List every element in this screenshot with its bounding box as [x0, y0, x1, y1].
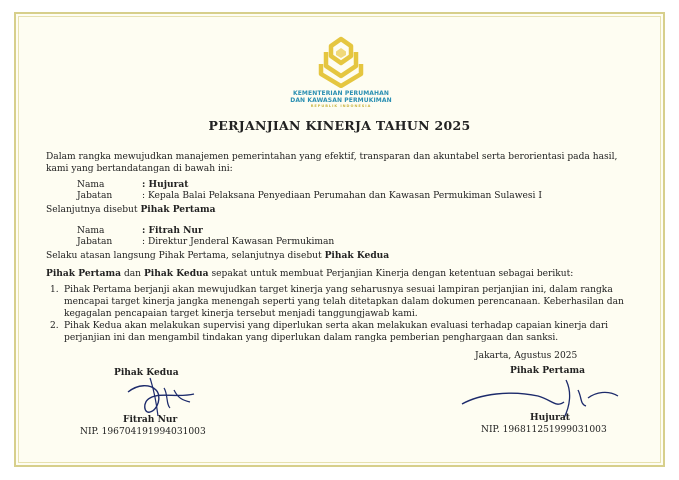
party1-referred-as: Pihak Pertama: [140, 204, 216, 215]
right-sign-name: Hujurat: [530, 412, 570, 423]
clause-1-line-2: mencapai target kinerja jangka menengah seperti yang telah ditetapkan dalam dokumen perencanaan. Keberhasilan dan: [64, 297, 624, 307]
right-sign-nip: NIP. 196811251999031003: [481, 425, 607, 435]
agreement-party-b: Pihak Kedua: [143, 268, 209, 279]
party2-position-label: Jabatan: [77, 237, 113, 247]
party2-name-label: Nama: [77, 226, 105, 236]
left-signature-icon: [120, 370, 200, 420]
intro-line-1: Dalam rangka mewujudkan manajemen pemerintahan yang efektif, transparan dan akuntabel serta berorientasi pada hasil,: [46, 152, 618, 162]
party1-referred: [46, 204, 215, 216]
party2-referred: [46, 250, 389, 262]
clause-1-line-1: Pihak Pertama berjanji akan mewujudkan target kinerja yang seharusnya sesuai lampiran perjanjian ini, dalam rangka: [64, 285, 613, 295]
place-date: Jakarta, Agustus 2025: [475, 351, 578, 361]
ministry-name-line2: DAN KAWASAN PERMUKIMAN: [290, 97, 392, 104]
agreement-party-a: Pihak Pertama: [46, 268, 122, 279]
left-sign-name: Fitrah Nur: [123, 414, 178, 425]
party2-position-value: : Direktur Jenderal Kawasan Permukiman: [142, 237, 335, 247]
party2-name-value: : Fitrah Nur: [142, 225, 203, 236]
party1-position-label: Jabatan: [77, 191, 113, 201]
clause-2-number: 2.: [50, 321, 59, 331]
ministry-name: [280, 90, 402, 109]
clause-1-line-3: kegagalan pencapaian target kinerja tersebut menjadi tanggungjawab kami.: [64, 309, 418, 319]
ministry-logo-icon: [318, 36, 364, 88]
ministry-tagline: REPUBLIK INDONESIA: [310, 104, 372, 108]
left-sign-nip: NIP. 196704191994031003: [80, 427, 206, 437]
agreement-statement: [46, 268, 573, 280]
party1-position-value: : Kepala Balai Pelaksana Penyediaan Perumahan dan Kawasan Permukiman Sulawesi I: [142, 191, 542, 201]
party2-referred-as: Pihak Kedua: [324, 250, 390, 261]
document-title: PERJANJIAN KINERJA TAHUN 2025: [208, 118, 471, 133]
agreement-conj: dan: [121, 269, 144, 279]
party1-name-label: Nama: [77, 180, 105, 190]
clause-2-line-1: Pihak Kedua akan melakukan supervisi yang diperlukan serta akan melakukan evaluasi terhadap capaian kinerja dari: [64, 321, 609, 331]
right-sign-role: Pihak Pertama: [510, 365, 586, 376]
ministry-name-line1: KEMENTERIAN PERUMAHAN: [292, 90, 390, 97]
party1-referred-prefix: Selanjutnya disebut: [46, 205, 141, 215]
party1-name-value: : Hujurat: [142, 179, 189, 190]
left-sign-role: Pihak Kedua: [114, 367, 179, 378]
intro-line-2: kami yang bertandatangan di bawah ini:: [46, 164, 233, 174]
party2-referred-prefix: Selaku atasan langsung Pihak Pertama, selanjutnya disebut: [46, 251, 325, 261]
clause-2-line-2: perjanjian ini dan mengambil tindakan yang diperlukan dalam rangka pemberian penghargaan dan sanksi.: [64, 333, 559, 343]
clause-1-number: 1.: [50, 285, 59, 295]
agreement-rest: sepakat untuk membuat Perjanjian Kinerja dengan ketentuan sebagai berikut:: [208, 269, 574, 279]
